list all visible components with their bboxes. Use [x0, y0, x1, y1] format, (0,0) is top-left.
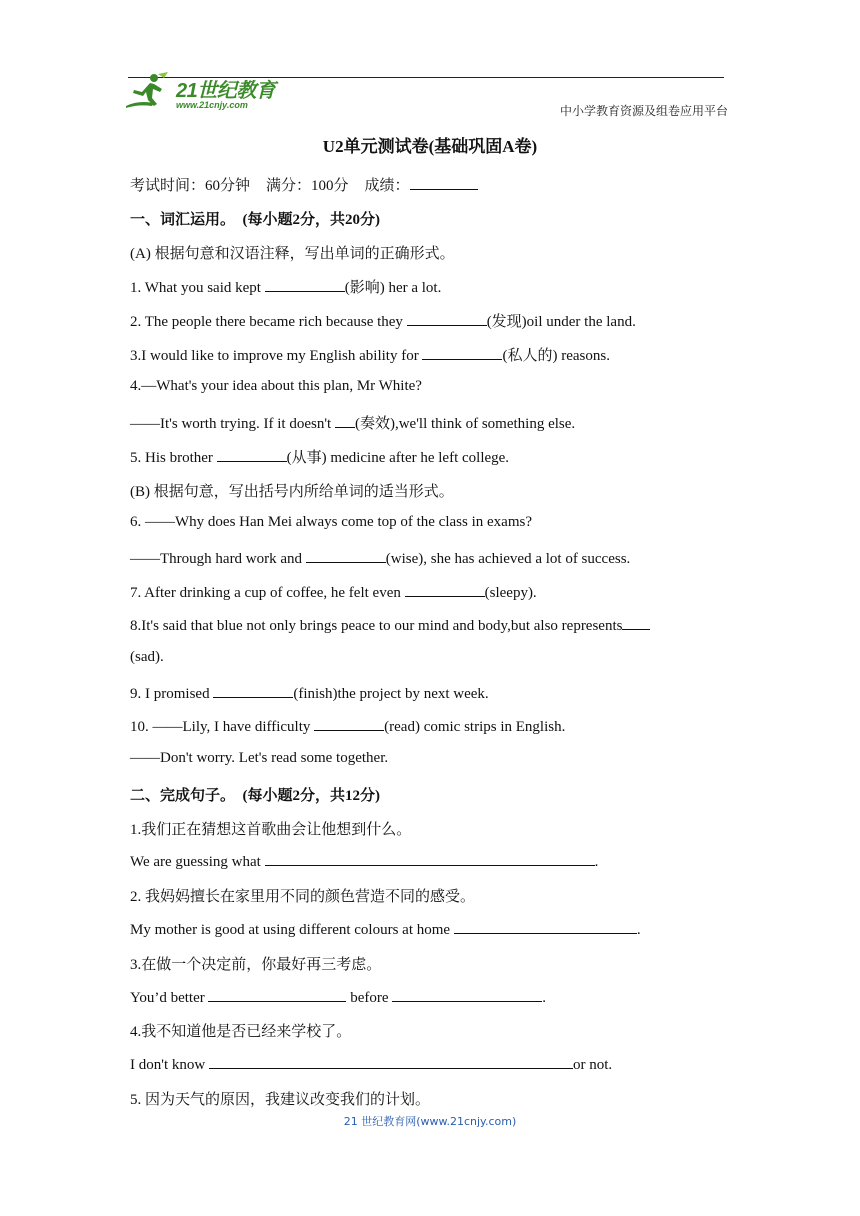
q1-text: 1. What you said kept — [130, 280, 265, 296]
grade-label: 成绩： — [364, 178, 410, 194]
q6-hint: (wise), she has achieved a lot of success. — [385, 551, 631, 567]
s1-blank[interactable] — [265, 851, 595, 866]
q9-hint: (finish)the project by next week. — [293, 686, 489, 702]
q1-hint: (影响) her a lot. — [344, 280, 442, 296]
question-10 — [130, 716, 565, 736]
question-6-reply — [130, 548, 630, 568]
grade-blank[interactable] — [410, 175, 478, 190]
question-9 — [130, 683, 489, 703]
part-a-instruction: (A) 根据句意和汉语注释，写出单词的正确形式。 — [130, 246, 455, 262]
q5-hint: (从事) medicine after he left college. — [286, 450, 510, 466]
s3-before: before — [346, 990, 393, 1006]
q10-blank[interactable] — [314, 716, 384, 731]
question-7 — [130, 582, 537, 602]
s2-end: . — [636, 922, 641, 938]
s2-text: My mother is good at using different colours at home — [130, 922, 454, 938]
full-score: 满分：100分 — [266, 178, 349, 194]
q10-hint: (read) comic strips in English. — [384, 719, 566, 735]
sentence-1-chinese: 1.我们正在猜想这首歌曲会让他想到什么。 — [130, 822, 412, 838]
q3-text: 3.I would like to improve my English ability for — [130, 348, 423, 364]
q2-hint: (发现)oil under the land. — [486, 314, 636, 330]
q4-text: ——It's worth trying. If it doesn't — [130, 416, 335, 432]
site-logo — [124, 68, 294, 116]
sentence-3-chinese: 3.在做一个决定前，你最好再三考虑。 — [130, 957, 382, 973]
q10-text: 10. ——Lily, I have difficulty — [130, 719, 315, 735]
page-title: U2单元测试卷(基础巩固A卷) — [322, 137, 538, 156]
s1-text: We are guessing what — [130, 854, 265, 870]
part-b-instruction: (B) 根据句意，写出括号内所给单词的适当形式。 — [130, 484, 454, 500]
s1-end: . — [594, 854, 599, 870]
q9-blank[interactable] — [213, 683, 293, 698]
q7-blank[interactable] — [405, 582, 485, 597]
logo-url: www.21cnjy.com — [176, 100, 248, 110]
q9-text: 9. I promised — [130, 686, 214, 702]
s3-blank-2[interactable] — [392, 987, 542, 1002]
s4-text: I don't know — [130, 1057, 209, 1073]
s4-end: or not. — [572, 1057, 613, 1073]
q7-hint: (sleepy). — [484, 585, 537, 601]
q3-blank[interactable] — [422, 345, 502, 360]
sentence-4-chinese: 4.我不知道他是否已经来学校了。 — [130, 1024, 352, 1040]
section2-points: (每小题2分，共12分) — [242, 788, 381, 804]
q1-blank[interactable] — [265, 277, 345, 292]
question-1 — [130, 276, 441, 297]
q8-blank[interactable] — [622, 615, 650, 630]
s3-end: . — [542, 990, 547, 1006]
q4-blank[interactable] — [335, 413, 355, 428]
q6-text: ——Through hard work and — [130, 551, 306, 567]
q3-hint: (私人的) reasons. — [502, 348, 610, 364]
q2-blank[interactable] — [407, 311, 487, 326]
s4-blank[interactable] — [209, 1054, 573, 1069]
exam-info — [130, 174, 478, 195]
section2-title: 二、完成句子。 — [130, 788, 236, 804]
q8-text: 8.It's said that blue not only brings peace to our mind and body,but also represents — [130, 618, 623, 634]
q2-text: 2. The people there became rich because they — [130, 314, 407, 330]
question-5 — [130, 446, 509, 467]
sentence-1-english — [130, 851, 598, 871]
q6-blank[interactable] — [306, 548, 386, 563]
exam-time: 考试时间：60分钟 — [130, 178, 251, 194]
question-4-reply — [130, 412, 575, 433]
runner-logo-icon — [124, 70, 172, 112]
sentence-2-english — [130, 919, 641, 939]
section1-title: 一、词汇运用。 — [130, 212, 236, 228]
logo-name: 21世纪教育 — [176, 80, 276, 102]
q5-blank[interactable] — [217, 447, 287, 462]
s3-blank-1[interactable] — [208, 987, 346, 1002]
question-2 — [130, 310, 636, 331]
question-8-hint: (sad). — [130, 649, 164, 665]
sentence-5-chinese: 5. 因为天气的原因，我建议改变我们的计划。 — [130, 1092, 431, 1108]
sentence-2-chinese: 2. 我妈妈擅长在家里用不同的颜色营造不同的感受。 — [130, 889, 476, 905]
q7-text: 7. After drinking a cup of coffee, he felt even — [130, 585, 405, 601]
q5-text: 5. His brother — [130, 450, 217, 466]
question-4: 4.—What's your idea about this plan, Mr White? — [130, 378, 422, 394]
sentence-3-english — [130, 987, 546, 1007]
s2-blank[interactable] — [454, 919, 637, 934]
question-10-reply: ——Don't worry. Let's read some together. — [130, 750, 389, 766]
section2-heading — [130, 784, 380, 805]
question-6: 6. ——Why does Han Mei always come top of the class in exams? — [130, 514, 532, 530]
section1-points: (每小题2分，共20分) — [242, 212, 381, 228]
sentence-4-english — [130, 1054, 612, 1074]
q4-hint: (奏效),we'll think of something else. — [354, 416, 576, 432]
page-footer: 21 世纪教育网(www.21cnjy.com) — [343, 1115, 517, 1128]
platform-tagline: 中小学教育资源及组卷应用平台 — [559, 104, 728, 118]
s3-text: You’d better — [130, 990, 209, 1006]
section1-heading — [130, 208, 380, 229]
question-8 — [130, 615, 650, 635]
question-3 — [130, 344, 610, 365]
